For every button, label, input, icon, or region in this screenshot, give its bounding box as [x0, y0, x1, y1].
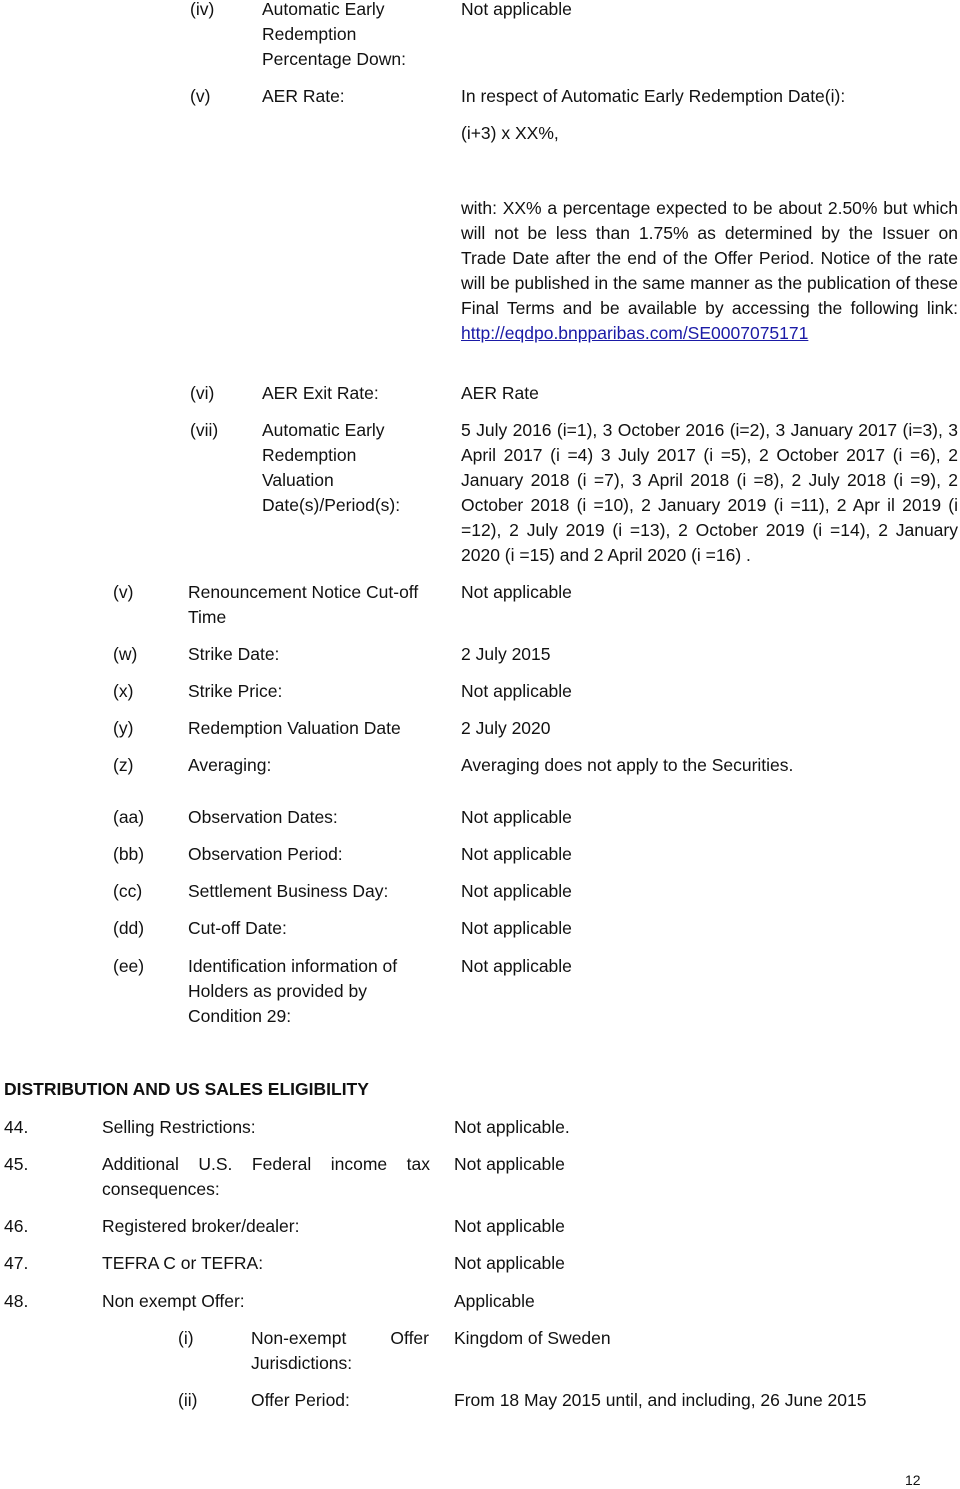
item-label-ee: Identification information of Holders as provided by Condition 29:: [188, 956, 398, 1026]
item-label-bb: Observation Period:: [188, 844, 343, 864]
offer-label-ii: Offer Period:: [251, 1390, 350, 1410]
section-label-48: Non exempt Offer:: [102, 1291, 245, 1311]
item-label-w: Strike Date:: [188, 644, 280, 664]
section-num-46: 46.: [4, 1216, 29, 1236]
subitem-num-vi: (vi): [190, 383, 215, 403]
section-label-46: Registered broker/dealer:: [102, 1216, 300, 1236]
section-num-44: 44.: [4, 1117, 29, 1137]
offer-num-i: (i): [178, 1328, 194, 1348]
item-label-x: Strike Price:: [188, 681, 283, 701]
offer-value-ii: From 18 May 2015 until, and including, 26 June 2015: [454, 1390, 867, 1410]
item-value-z: Averaging does not apply to the Securities.: [461, 755, 794, 775]
section-value-48: Applicable: [454, 1291, 535, 1311]
offer-label-i: Non-exempt Offer Jurisdictions:: [251, 1328, 429, 1373]
item-label-v: Renouncement Notice Cut-off Time: [188, 582, 419, 627]
subitem-num-iv: (iv): [190, 0, 215, 19]
item-num-v: (v): [113, 582, 134, 602]
aer-note: [461, 196, 958, 346]
item-label-dd: Cut-off Date:: [188, 918, 287, 938]
subitem-label-iv: Automatic Early Redemption Percentage Down:: [262, 0, 406, 69]
section-value-45: Not applicable: [454, 1154, 565, 1174]
section-num-48: 48.: [4, 1291, 29, 1311]
section-num-45: 45.: [4, 1154, 29, 1174]
item-value-w: 2 July 2015: [461, 644, 551, 664]
subitem-num-vii: (vii): [190, 420, 219, 440]
item-value-bb: Not applicable: [461, 844, 572, 864]
item-value-dd: Not applicable: [461, 918, 572, 938]
item-label-y: Redemption Valuation Date: [188, 718, 401, 738]
subitem-value-v: In respect of Automatic Early Redemption Date(i):: [461, 86, 846, 106]
page-number: 12: [905, 1472, 921, 1488]
item-num-x: (x): [113, 681, 134, 701]
item-num-z: (z): [113, 755, 134, 775]
item-num-dd: (dd): [113, 918, 145, 938]
offer-num-ii: (ii): [178, 1390, 198, 1410]
section-value-47: Not applicable: [454, 1253, 565, 1273]
subitem-value-vii: 5 July 2016 (i=1), 3 October 2016 (i=2), 3 January 2017 (i=3), 3 April 2017 (i =4) 3 July 2017 (i =5), 2 October 2017 (i =6), 2 January 2018 (i =7), 3 April 2018 (i =8), 2 July 2018 (i =9), 2 October 2018 (i =10), 2 January 2019 (i =11), 2 Apr il 2019 (i =12), 2 July 2019 (i =13), 2 October 2019 (i =14), 2 January 2020 (i =15) and 2 April 2020 (i =16) .: [461, 420, 958, 565]
section-heading: DISTRIBUTION AND US SALES ELIGIBILITY: [4, 1079, 369, 1099]
item-num-cc: (cc): [113, 881, 143, 901]
item-value-v: Not applicable: [461, 582, 572, 602]
item-value-cc: Not applicable: [461, 881, 572, 901]
subitem-value-iv: Not applicable: [461, 0, 572, 19]
item-num-ee: (ee): [113, 956, 145, 976]
subitem-value-vi: AER Rate: [461, 383, 539, 403]
item-label-cc: Settlement Business Day:: [188, 881, 389, 901]
item-value-aa: Not applicable: [461, 807, 572, 827]
subitem-num-v: (v): [190, 86, 211, 106]
item-value-y: 2 July 2020: [461, 718, 551, 738]
section-label-44: Selling Restrictions:: [102, 1117, 256, 1137]
item-num-y: (y): [113, 718, 134, 738]
item-num-bb: (bb): [113, 844, 145, 864]
offer-value-i: Kingdom of Sweden: [454, 1328, 611, 1348]
section-label-45: Additional U.S. Federal income tax consequences:: [102, 1154, 430, 1199]
subitem-label-vii: Automatic Early Redemption Valuation Date(s)/Period(s):: [262, 420, 401, 515]
item-value-ee: Not applicable: [461, 956, 572, 976]
section-num-47: 47.: [4, 1253, 29, 1273]
item-label-aa: Observation Dates:: [188, 807, 338, 827]
item-num-aa: (aa): [113, 807, 145, 827]
item-value-x: Not applicable: [461, 681, 572, 701]
subitem-label-vi: AER Exit Rate:: [262, 383, 379, 403]
section-value-44: Not applicable.: [454, 1117, 570, 1137]
section-value-46: Not applicable: [454, 1216, 565, 1236]
subitem-label-v: AER Rate:: [262, 86, 345, 106]
aer-formula: (i+3) x XX%,: [461, 123, 559, 143]
item-label-z: Averaging:: [188, 755, 272, 775]
section-label-47: TEFRA C or TEFRA:: [102, 1253, 264, 1273]
aer-link[interactable]: http://eqdpo.bnpparibas.com/SE0007075171: [461, 323, 809, 343]
item-num-w: (w): [113, 644, 138, 664]
aer-note-text: with: XX% a percentage expected to be about 2.50% but which will not be less than 1.75% as determined by the Issuer on Trade Date after the end of the Offer Period. Notice of the rate will be published in the same manner as the publication of these Final Terms and be available by accessing the following link:: [461, 198, 958, 318]
